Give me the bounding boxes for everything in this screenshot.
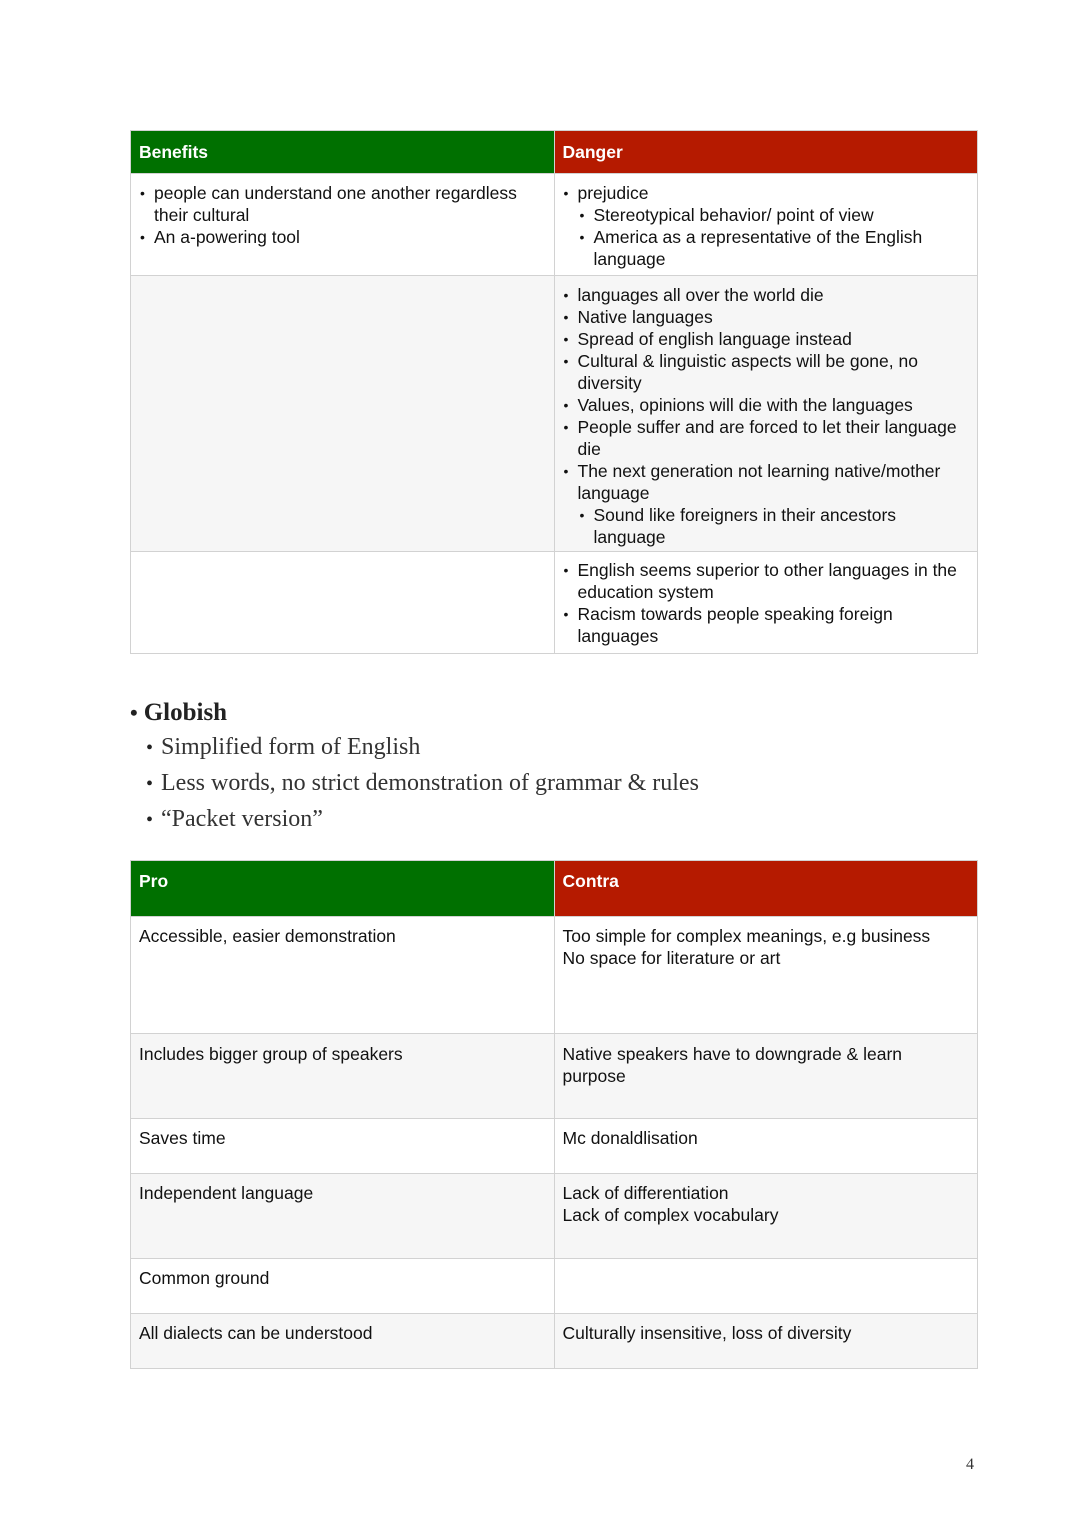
header-contra: Contra	[554, 861, 978, 917]
pro-cell: Saves time	[131, 1119, 555, 1174]
header-pro: Pro	[131, 861, 555, 917]
list-item: • Native languages	[563, 306, 970, 328]
pro-cell: Common ground	[131, 1259, 555, 1314]
list-item: • “Packet version”	[146, 806, 323, 832]
list-item: • English seems superior to other languages in the education system	[563, 559, 970, 603]
empty-cell	[131, 276, 555, 552]
list-item: • Less words, no strict demonstration of grammar & rules	[146, 770, 699, 796]
danger-cell	[554, 552, 978, 654]
list-item: • prejudice • Stereotypical behavior/ point of view • America as a representative of the English language	[563, 182, 970, 270]
pro-cell: Includes bigger group of speakers	[131, 1034, 555, 1119]
globish-section	[130, 696, 699, 838]
contra-cell: Native speakers have to downgrade & learn purpose	[554, 1034, 978, 1119]
pro-cell: Independent language	[131, 1174, 555, 1259]
benefits-danger-table	[130, 130, 978, 654]
list-item: • Values, opinions will die with the languages	[563, 394, 970, 416]
contra-cell: Too simple for complex meanings, e.g business No space for literature or art	[554, 917, 978, 1034]
header-benefits: Benefits	[131, 131, 555, 174]
list-item: • Sound like foreigners in their ancestors language	[579, 504, 970, 548]
globish-list	[130, 730, 699, 838]
empty-cell	[131, 552, 555, 654]
list-item: • Stereotypical behavior/ point of view	[579, 204, 970, 226]
list-item: • Cultural & linguistic aspects will be gone, no diversity	[563, 350, 970, 394]
benefits-cell	[131, 174, 555, 276]
empty-cell	[554, 1259, 978, 1314]
pro-contra-table	[130, 860, 978, 1369]
contra-cell: Lack of differentiation Lack of complex vocabulary	[554, 1174, 978, 1259]
contra-cell: Mc donaldlisation	[554, 1119, 978, 1174]
page-number: 4	[966, 1456, 974, 1473]
list-item: • languages all over the world die	[563, 284, 970, 306]
pro-cell: Accessible, easier demonstration	[131, 917, 555, 1034]
list-item: • people can understand one another regardless their cultural	[139, 182, 546, 226]
list-item: • Spread of english language instead	[563, 328, 970, 350]
list-item: • Simplified form of English	[146, 734, 421, 760]
pro-cell: All dialects can be understood	[131, 1314, 555, 1369]
contra-cell: Culturally insensitive, loss of diversity	[554, 1314, 978, 1369]
danger-cell	[554, 276, 978, 552]
list-item: • An a-powering tool	[139, 226, 546, 248]
globish-heading: • Globish	[130, 699, 228, 726]
danger-cell	[554, 174, 978, 276]
list-item: • The next generation not learning native/mother language • Sound like foreigners in their ancestors language	[563, 460, 970, 548]
list-item: • People suffer and are forced to let their language die	[563, 416, 970, 460]
list-item: • Racism towards people speaking foreign languages	[563, 603, 970, 647]
list-item: • America as a representative of the English language	[579, 226, 970, 270]
header-danger: Danger	[554, 131, 978, 174]
